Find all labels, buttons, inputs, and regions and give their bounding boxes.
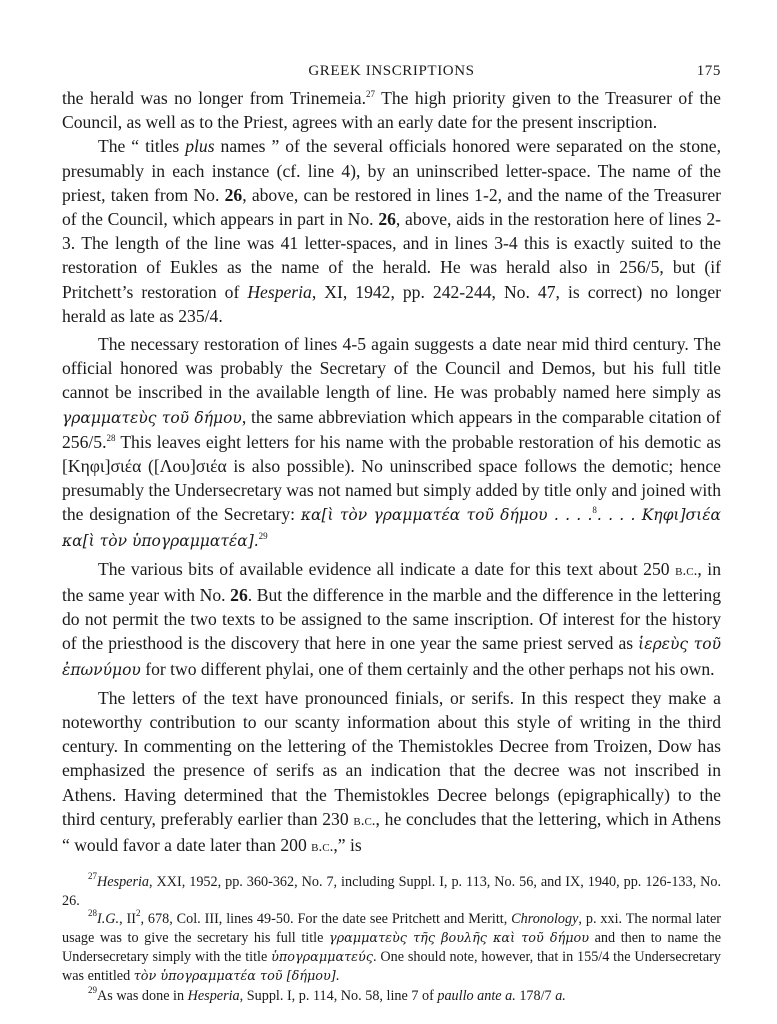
text-run: names ” of the several officials honored were separated on the stone, presumably in each instance (cf. line 4), by an uninscribed letter-space. The name of the priest, taken from No. — [62, 136, 721, 205]
text-run: , the same abbreviation which appears in the comparable citation of 256/5. — [62, 406, 721, 452]
footnote-number: 27 — [88, 871, 97, 882]
text-run: The high priority given to the Treasurer of the Council, as well as to the Priest, agrees with an early date for the present inscription. — [62, 88, 721, 133]
paragraph-3 — [62, 332, 721, 553]
footnote-ref-28[interactable]: 28 — [106, 432, 116, 443]
body-text — [62, 86, 721, 859]
paragraph-2 — [62, 134, 721, 328]
text-run: , p. xxi. The normal later usage was to give the secretary his full title — [62, 911, 721, 946]
greek-text: . . . . Κηφι]σιέα κα[ὶ τὸν ὑπογραμματέα]. — [62, 506, 722, 550]
edition-superscript: 2 — [135, 908, 141, 919]
paragraph-1 — [62, 86, 721, 134]
bold-number: 26 — [230, 585, 248, 606]
text-run: , XXI, 1952, pp. 360-362, No. 7, including Suppl. I, p. 113, No. 56, and IX, 1940, pp. 126-133, No. 26. — [62, 874, 721, 909]
text-run: and then to name the Undersecretary simply with the title — [62, 929, 721, 965]
footnote-ref-27[interactable]: 27 — [366, 89, 375, 99]
small-caps-text: b.c. — [675, 562, 698, 579]
greek-text: τὸν ὑπογραμματέα τοῦ [δήμου] — [133, 969, 336, 985]
italic-text: Chronology — [511, 911, 579, 928]
greek-text: γραμματεὺς τῆς βουλῆς καὶ τοῦ δήμου — [328, 930, 590, 946]
text-run: The letters of the text have pronounced finials, or serifs. In this respect they make a noteworthy contribution to our scanty information about this style of writing in the third century. In commenting on the lettering of the Themistokles Decree from Troizen, Dow has emphasized the presence of serifs as an indication that the decree was not inscribed in Athens. Having determined that the Themistokles Decree belongs (epigraphically) to the third century, preferably earlier than 230 — [62, 687, 721, 829]
text-run: As was done in — [97, 987, 188, 1004]
greek-text: κα[ὶ τὸν γραμματέα τοῦ δήμου . . . . — [300, 506, 593, 525]
text-run: The necessary restoration of lines 4-5 again suggests a date near mid third century. The official honored was probably the Secretary of the Council and Demos, but his full title cannot be inscribed in the available length of line. He was probably named here simply as — [62, 334, 721, 403]
italic-text: Hesperia — [247, 281, 312, 302]
text-run: The “ titles — [98, 136, 186, 157]
text-run: , in the same year with No. — [62, 558, 721, 606]
italic-text: Hesperia — [187, 987, 240, 1004]
italic-text: a. — [555, 987, 566, 1004]
footnote-29 — [62, 984, 721, 1005]
bold-number: 26 — [224, 184, 243, 205]
page — [62, 60, 721, 1005]
text-run: ,” is — [333, 835, 362, 856]
text-run: the herald was no longer from Trinemeia. — [62, 88, 366, 108]
page-number: 175 — [696, 63, 721, 79]
text-run: . One should note, however, that in 155/4 the Undersecretary was entitled — [62, 948, 721, 985]
italic-text: I.G. — [97, 911, 120, 928]
text-run: , he concludes that the lettering, which in Athens “ would favor a date later than 200 — [62, 808, 721, 856]
small-caps-text: b.c. — [311, 839, 334, 856]
text-run: This leaves eight letters for his name with the probable restoration of his demotic as [Κηφι]σιέα ([Λου]σιέα is also possible). No uninscribed space follows the demotic; hence presumably the Undersecretary was not named but simply added by title only and joined with the designation of the Secretary: — [62, 431, 721, 525]
text-run: . But the difference in the marble and the difference in the lettering do not permit the two texts to be assigned to the same inscription. Of interest for the history of the priesthood is the discovery that here in one year the same priest served as — [62, 585, 721, 654]
italic-text: plus — [185, 136, 215, 157]
footnotes — [62, 873, 721, 1005]
paragraph-5 — [62, 686, 721, 859]
greek-text: γραμματεὺς τοῦ δήμου — [62, 408, 242, 427]
italic-text: Hesperia — [97, 874, 150, 891]
bold-number: 26 — [378, 209, 396, 230]
paragraph-4 — [62, 557, 721, 682]
footnote-ref-29[interactable]: 29 — [258, 530, 268, 541]
text-run: , II — [119, 911, 136, 928]
running-head — [62, 60, 721, 86]
greek-text: ὑπογραμματεύς — [271, 949, 373, 965]
text-run: , 678, Col. III, lines 49-50. For the date see Pritchett and Meritt, — [140, 911, 512, 928]
text-run: , XI, 1942, pp. 242-244, No. 47, is correct) no longer herald as late as 235/4. — [62, 281, 721, 326]
text-run: , above, aids in the restoration here of lines 2-3. The length of the line was 41 letter-spaces, and in lines 3-4 this is exactly suited to the restoration of Eukles as the name of the herald. He was herald also in 256/5, but (if Pritchett’s restoration of — [62, 209, 721, 302]
footnote-27 — [62, 873, 721, 910]
small-caps-text: b.c. — [353, 812, 376, 829]
text-run: for two different phylai, one of them certainly and the other perhaps not his own. — [140, 658, 715, 679]
running-head-title: GREEK INSCRIPTIONS — [308, 63, 475, 79]
italic-text: paullo ante a. — [437, 987, 516, 1004]
footnote-28 — [62, 910, 721, 987]
greek-text: ἱερεὺς τοῦ ἐπωνύμου — [62, 635, 722, 679]
footnote-number: 28 — [88, 908, 97, 919]
footnote-number: 29 — [88, 984, 97, 995]
letter-count-sup: 8 — [592, 505, 597, 516]
text-run: . — [335, 968, 340, 985]
text-run: , above, can be restored in lines 1-2, and the name of the Treasurer of the Council, which appears in part in No. — [62, 184, 721, 230]
text-run: The various bits of available evidence all indicate a date for this text about 250 — [98, 558, 676, 579]
text-run: 178/7 — [515, 987, 556, 1004]
text-run: , Suppl. I, p. 114, No. 58, line 7 of — [239, 987, 438, 1004]
